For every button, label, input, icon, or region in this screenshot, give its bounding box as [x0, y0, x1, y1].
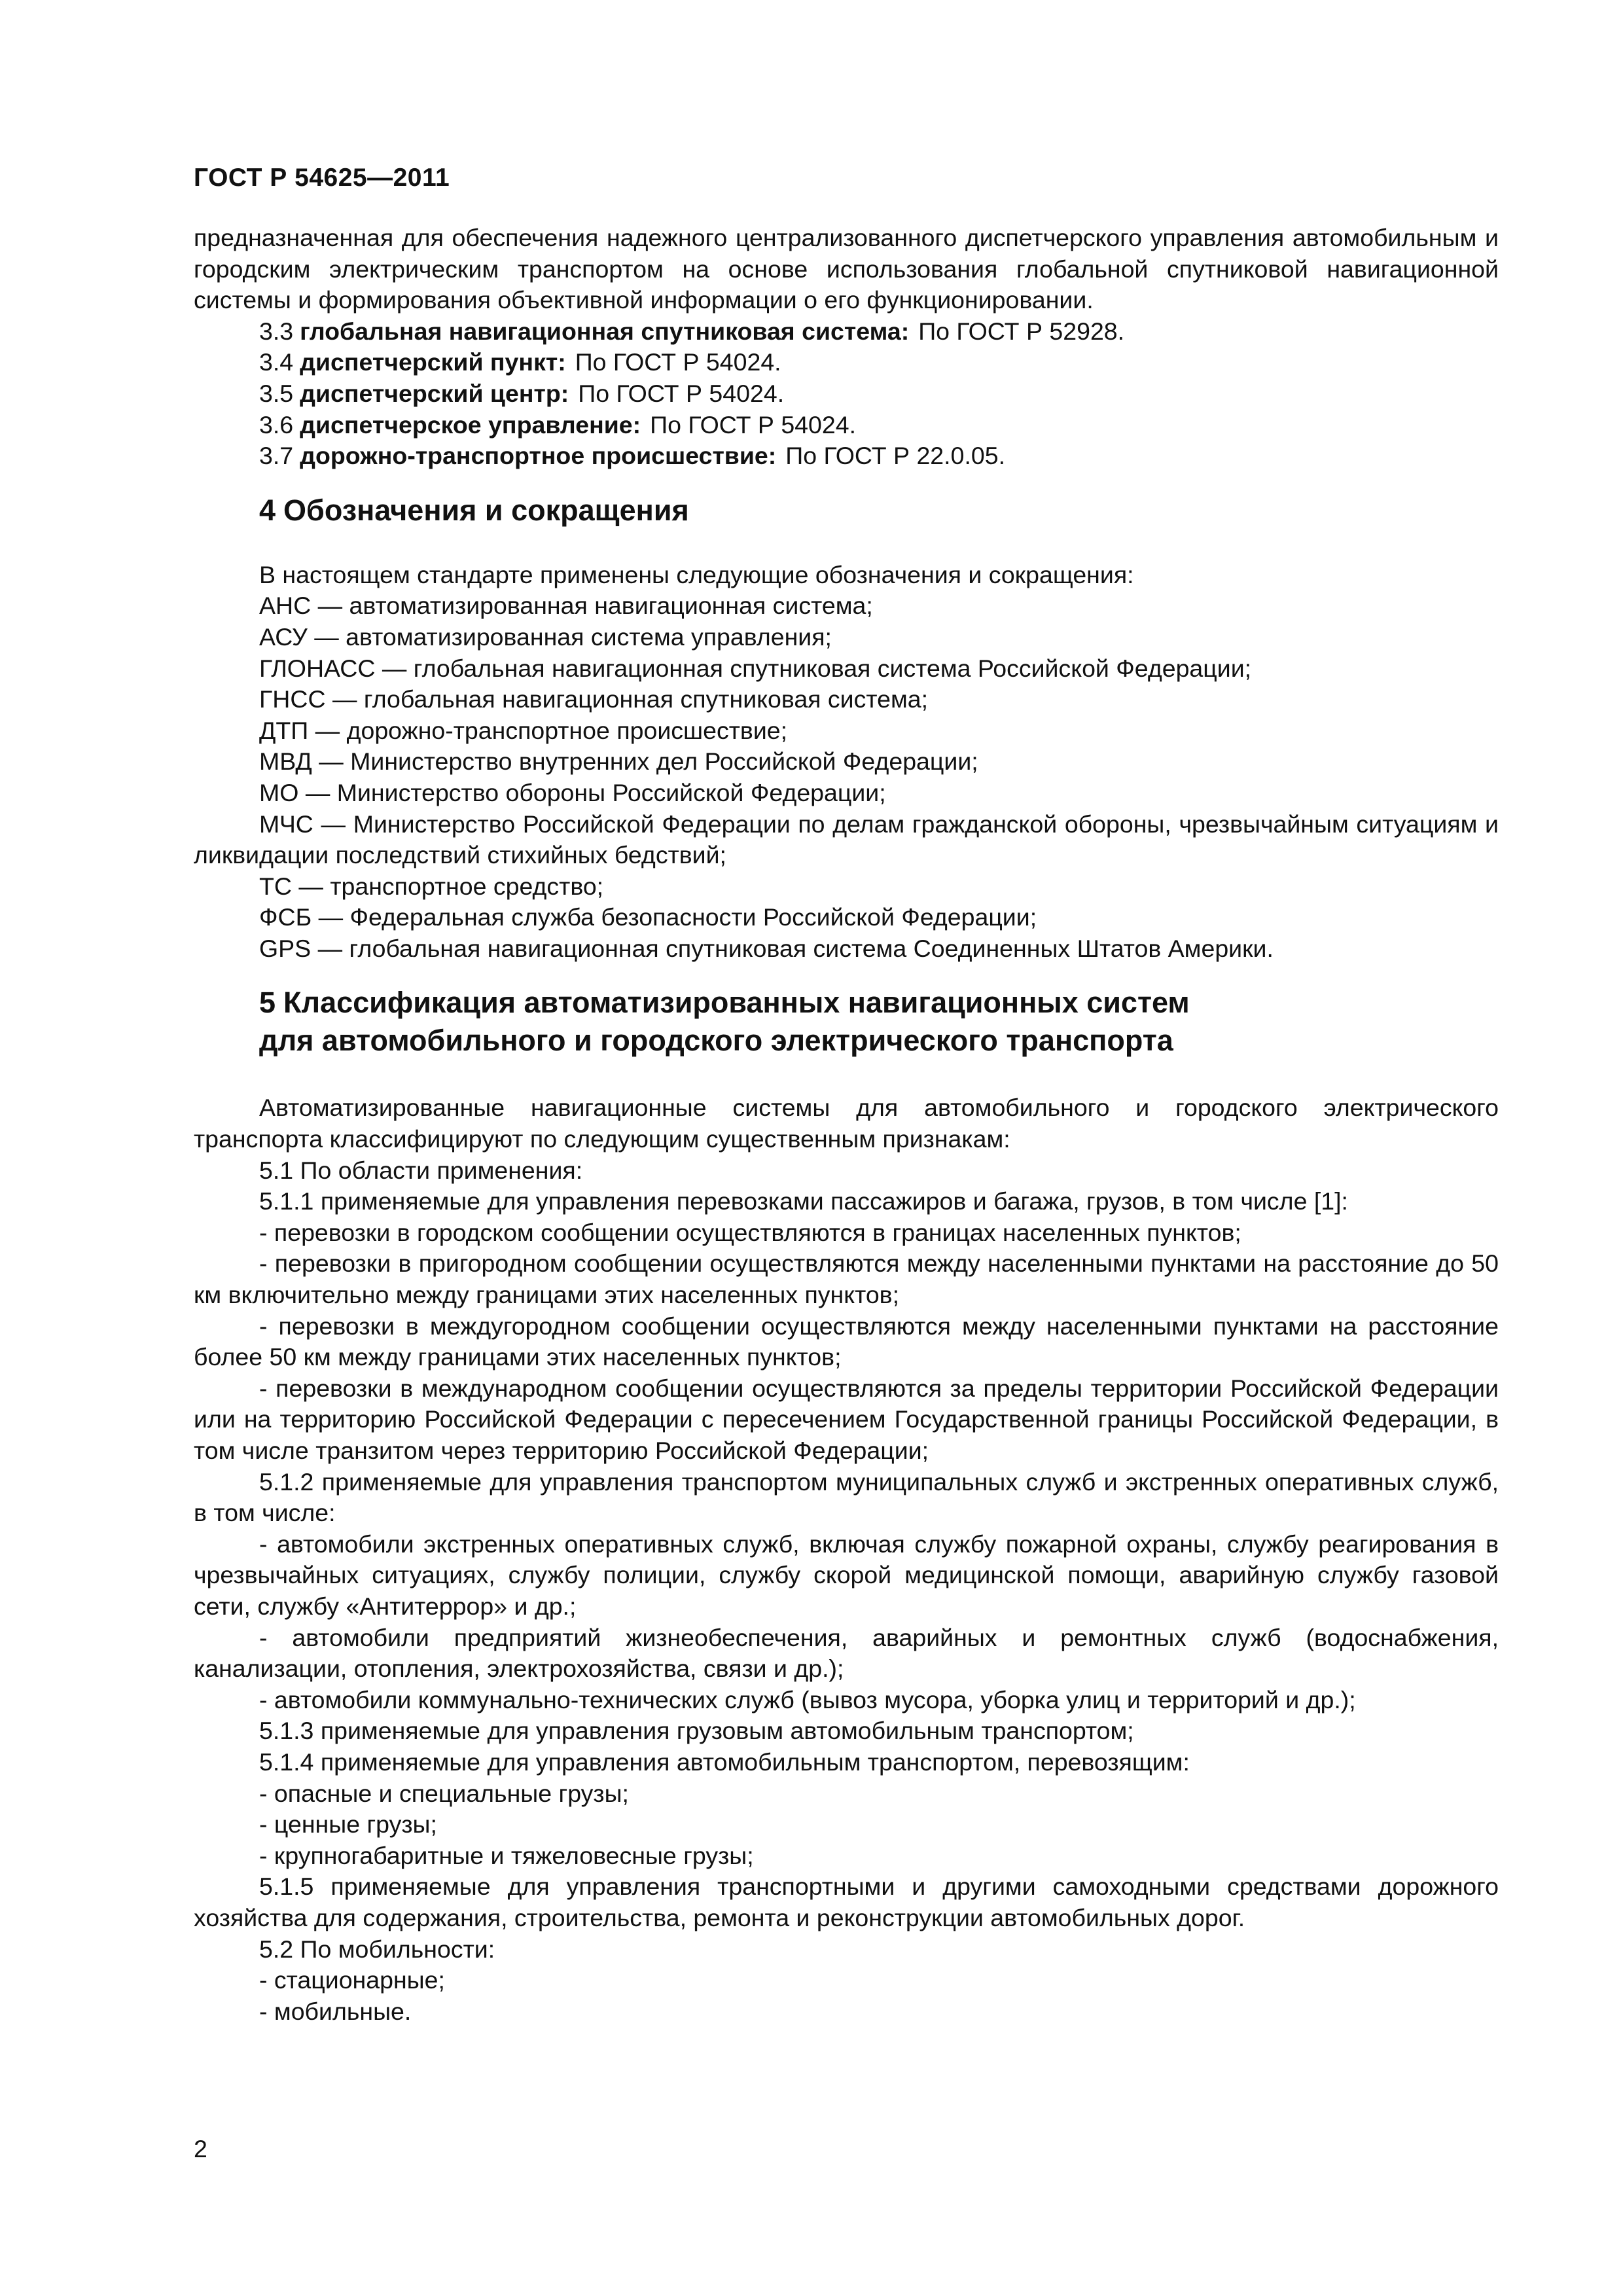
section-title-line-2: для автомобильного и городского электрического транспорта — [259, 1024, 1173, 1058]
list-item: - перевозки в пригородном сообщении осуществляются между населенными пунктами на расстояние до 50 км включительно между границами этих населенных пунктов; — [194, 1249, 1499, 1309]
abbreviation-item: ФСБ — Федеральная служба безопасности Российской Федерации; — [259, 903, 1037, 931]
clause-5-1-4: 5.1.4 применяемые для управления автомобильным транспортом, перевозящим: — [259, 1748, 1190, 1776]
definition-reference: По ГОСТ Р 52928. — [918, 317, 1125, 345]
definition-3-7 — [194, 440, 1499, 472]
definition-number: 3.7 — [259, 442, 294, 470]
section-title: Обозначения и сокращения — [283, 493, 689, 527]
list-item: - перевозки в междугородном сообщении осуществляются между населенными пунктами на расстояние более 50 км между границами этих населенных пунктов; — [194, 1312, 1499, 1371]
definition-reference: По ГОСТ Р 22.0.05. — [785, 442, 1005, 470]
list-item: - стационарные; — [259, 1966, 445, 1994]
document-header: ГОСТ Р 54625—2011 — [194, 164, 450, 192]
abbreviation-item: ГНСС — глобальная навигационная спутниковая система; — [259, 685, 929, 713]
definition-3-5 — [194, 378, 1499, 410]
abbreviation-item: ГЛОНАСС — глобальная навигационная спутниковая система Российской Федерации; — [259, 654, 1252, 682]
list-item: - опасные и специальные грузы; — [259, 1779, 629, 1807]
definition-3-4 — [194, 347, 1499, 378]
section-4-intro: В настоящем стандарте применены следующие обозначения и сокращения: — [259, 560, 1134, 588]
definition-number: 3.4 — [259, 348, 294, 376]
definition-number: 3.6 — [259, 410, 294, 439]
definition-3-6 — [194, 410, 1499, 441]
definition-reference: По ГОСТ Р 54024. — [575, 348, 781, 376]
abbreviation-item: АСУ — автоматизированная система управления; — [259, 622, 832, 651]
clause-5-1-2: 5.1.2 применяемые для управления транспортом муниципальных служб и экстренных оперативных служб, в том числе: — [194, 1467, 1499, 1527]
definition-term: глобальная навигационная спутниковая система: — [300, 317, 910, 345]
abbreviation-item: GPS — глобальная навигационная спутниковая система Соединенных Штатов Америки. — [259, 934, 1274, 962]
abbreviation-item: ДТП — дорожно-транспортное происшествие; — [259, 716, 788, 744]
definition-3-3 — [194, 316, 1499, 348]
abbreviation-item: МО — Министерство обороны Российской Федерации; — [259, 778, 886, 806]
list-item: - ценные грузы; — [259, 1810, 437, 1839]
section-5-paragraph: Автоматизированные навигационные системы для автомобильного и городского электрического транспорта классифицируют по следующим существенным признакам: — [194, 1094, 1499, 1153]
list-item: - автомобили коммунально-технических служб (вывоз мусора, уборка улиц и территорий и др.); — [259, 1685, 1356, 1713]
clause-5-1: 5.1 По области применения: — [259, 1156, 583, 1184]
list-item: - перевозки в международном сообщении осуществляются за пределы территории Российской Федерации или на территорию Российской Федерации с пересечением Государственной границы Российской Федерации, в том числе транзитом через территорию Российской Федерации; — [194, 1374, 1499, 1464]
definition-term: диспетчерский центр: — [300, 379, 569, 407]
clause-5-1-3: 5.1.3 применяемые для управления грузовым автомобильным транспортом; — [259, 1717, 1134, 1745]
abbreviation-item: МЧС — Министерство Российской Федерации по делам гражданской обороны, чрезвычайным ситуациям и ликвидации последствий стихийных бедствий; — [194, 810, 1499, 869]
section-5-heading — [194, 984, 1499, 1060]
definition-reference: По ГОСТ Р 54024. — [578, 379, 785, 407]
definition-term: диспетчерское управление: — [300, 410, 641, 439]
definition-number: 3.3 — [259, 317, 294, 345]
definition-term: дорожно-транспортное происшествие: — [300, 442, 777, 470]
abbreviation-item: ТС — транспортное средство; — [259, 872, 604, 900]
page-number: 2 — [194, 2135, 207, 2162]
definition-reference: По ГОСТ Р 54024. — [650, 410, 857, 439]
section-number: 4 — [259, 493, 276, 527]
clause-5-2: 5.2 По мобильности: — [259, 1935, 495, 1963]
abbreviation-item: АНС — автоматизированная навигационная система; — [259, 592, 873, 620]
list-item: - крупногабаритные и тяжеловесные грузы; — [259, 1841, 754, 1869]
definition-term: диспетчерский пункт: — [300, 348, 566, 376]
section-number: 5 — [259, 986, 276, 1020]
list-item: - автомобили экстренных оперативных служб, включая службу пожарной охраны, службу реагирования в чрезвычайных ситуациях, службу полиции, службу скорой медицинской помощи, аварийную службу газовой сети, службу «Антитеррор» и др.; — [194, 1530, 1499, 1620]
document-body — [194, 223, 1499, 2027]
abbreviation-item: МВД — Министерство внутренних дел Российской Федерации; — [259, 747, 978, 776]
section-4-heading — [194, 492, 1499, 529]
list-item: - мобильные. — [259, 1997, 412, 2025]
intro-paragraph: предназначенная для обеспечения надежного централизованного диспетчерского управления автомобильным и городским электрическим транспортом на основе использования глобальной спутниковой навигационной системы и формирования объективной информации о его функционировании. — [194, 224, 1499, 314]
section-title-line-1: Классификация автоматизированных навигационных систем — [283, 986, 1190, 1020]
definition-number: 3.5 — [259, 379, 294, 407]
list-item: - автомобили предприятий жизнеобеспечения, аварийных и ремонтных служб (водоснабжения, канализации, отопления, электрохозяйства, связи и др.); — [194, 1623, 1499, 1683]
clause-5-1-5: 5.1.5 применяемые для управления транспортными и другими самоходными средствами дорожного хозяйства для содержания, строительства, ремонта и реконструкции автомобильных дорог. — [194, 1873, 1499, 1931]
clause-5-1-1: 5.1.1 применяемые для управления перевозками пассажиров и багажа, грузов, в том числе [1]: — [259, 1187, 1348, 1215]
list-item: - перевозки в городском сообщении осуществляются в границах населенных пунктов; — [259, 1218, 1241, 1246]
